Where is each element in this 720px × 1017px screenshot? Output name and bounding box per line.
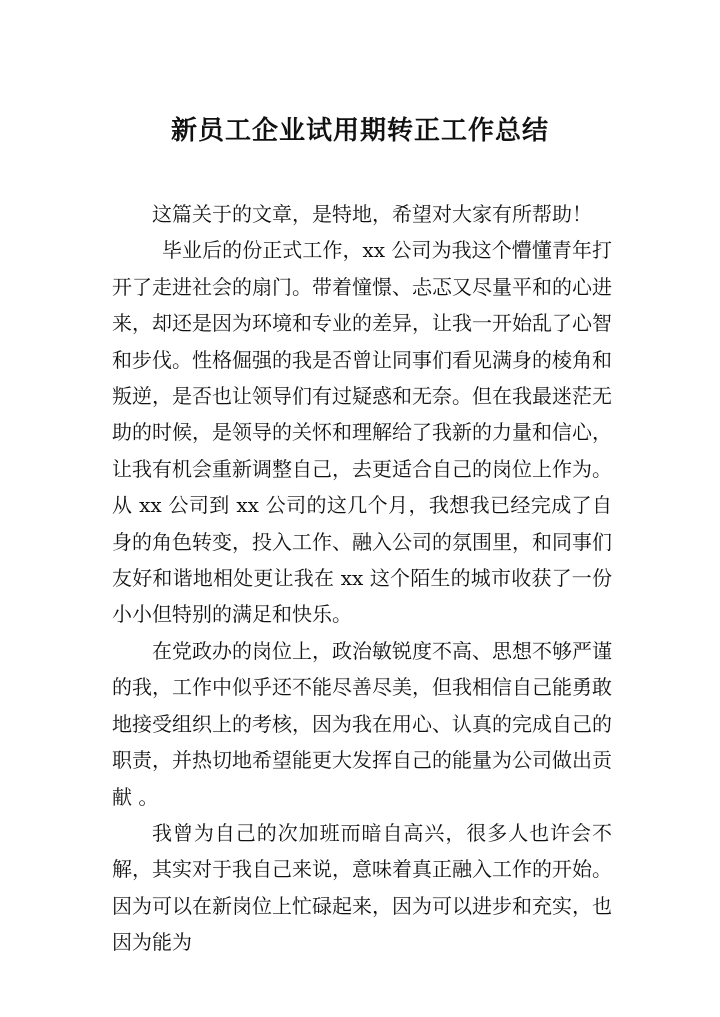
body-paragraph-1: 毕业后的份正式工作，xx 公司为我这个懵懂青年打开了走进社会的扇门。带着憧憬、忐忑又尽量平和的心进来，却还是因为环境和专业的差异，让我一开始乱了心智和步伐。性格倔强的我是否曾让同事们看见满身的棱角和叛逆，是否也让领导们有过疑惑和无奈。但在我最迷茫无助的时候，是领导的关怀和理解给了我新的力量和信心，让我有机会重新调整自己，去更适合自己的岗位上作为。从 xx 公司到 xx 公司的这几个月，我想我已经完成了自身的角色转变，投入工作、融入公司的氛围里，和同事们友好和谐地相处更让我在 xx 这个陌生的城市收获了一份小小但特别的满足和快乐。	[112, 238, 612, 627]
document-title: 新员工企业试用期转正工作总结	[170, 116, 549, 146]
document-body	[112, 196, 612, 961]
intro-paragraph: 这篇关于的文章，是特地，希望对大家有所帮助！	[152, 202, 592, 226]
body-paragraph-3: 我曾为自己的次加班而暗自高兴，很多人也许会不解，其实对于我自己来说，意味着真正融入工作的开始。因为可以在新岗位上忙碌起来，因为可以进步和充实，也因为能为	[112, 820, 612, 955]
body-paragraph-2: 在党政办的岗位上，政治敏锐度不高、思想不够严谨的我，工作中似乎还不能尽善尽美，但我相信自己能勇敢地接受组织上的考核，因为我在用心、认真的完成自己的职责，并热切地希望能更大发挥自己的能量为公司做出贡献 。	[112, 638, 612, 809]
